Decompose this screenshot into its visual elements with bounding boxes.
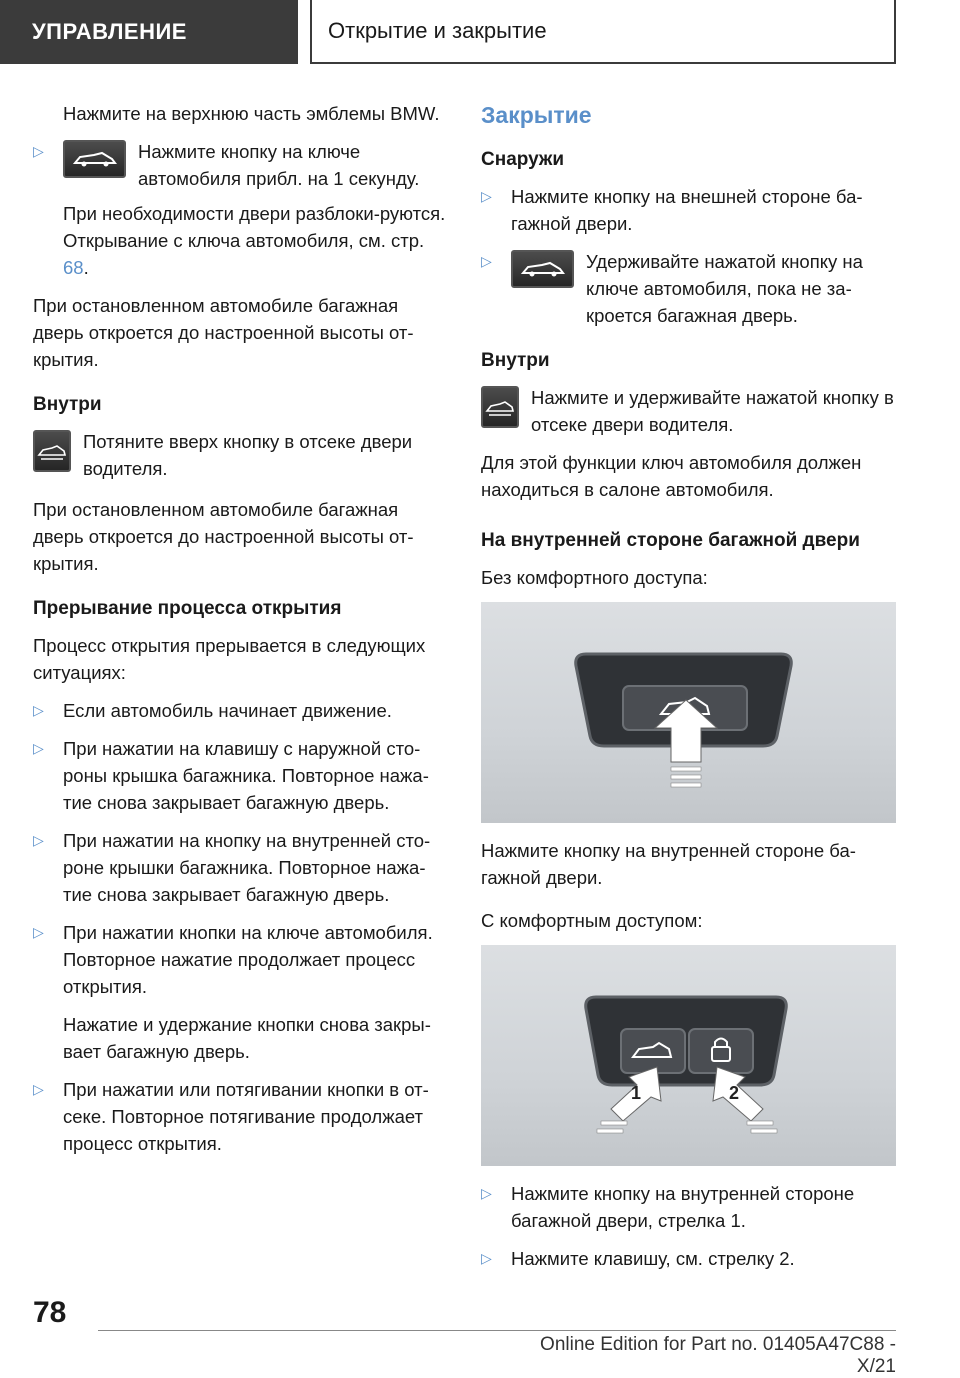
inside-text-right: Нажмите и удерживайте нажатой кнопку в отсеке двери водителя. (531, 387, 894, 435)
list-item (33, 919, 451, 1000)
bullet-triangle-icon: ▷ (481, 253, 492, 269)
inside-text: Потяните вверх кнопку в отсеке двери водителя. (83, 431, 413, 479)
bullet-triangle-icon: ▷ (481, 1185, 492, 1201)
list-item (33, 697, 451, 724)
list-item (33, 827, 451, 908)
page-link[interactable]: 68 (63, 257, 84, 278)
interrupt-title: Прерывание процесса открытия (33, 598, 342, 619)
key-note-text: При необходимости двери разблоки-руются. Открывание с ключа автомобиля, см. стр. (63, 203, 446, 251)
inside-title-right: Внутри (481, 350, 550, 371)
list-item-text: При нажатии или потягивании кнопки в от-секе. Повторное потягивание продолжает процесс открытия. (63, 1079, 429, 1154)
key-note (33, 200, 451, 281)
bullet-triangle-icon: ▷ (33, 1081, 44, 1097)
list-item-text: При нажатии на кнопку на внутренней сто-роне крышки багажника. Повторное нажа-тие снова закрывает багажную дверь. (63, 830, 431, 905)
no-comfort-label: Без комфортного доступа: (481, 567, 708, 588)
list-item-text: Удерживайте нажатой кнопку на ключе автомобиля, пока не за-кроется багажная дверь. (586, 251, 863, 326)
list-item (481, 183, 896, 237)
list-item-text: Нажмите кнопку на внешней стороне ба-гажной двери. (511, 186, 863, 234)
arrow-2-label: 2 (729, 1083, 740, 1103)
inside-title: Внутри (33, 394, 102, 415)
arrow-1-label: 1 (631, 1083, 642, 1103)
bullet-triangle-icon: ▷ (33, 740, 44, 756)
close-title: Закрытие (481, 102, 592, 128)
car-trunk-open-icon (511, 250, 574, 288)
inner-side-title: На внутренней стороне багажной двери (481, 530, 860, 551)
list-item-text: Нажмите кнопку на внутренней стороне багажной двери, стрелка 1. (511, 1183, 855, 1231)
edition-text: Online Edition for Part no. 01405A47C88 - X/21 (540, 1334, 896, 1377)
section-header: УПРАВЛЕНИЕ (0, 0, 298, 64)
list-item (481, 248, 896, 329)
key-note-end: . (83, 257, 89, 278)
page-number: 78 (33, 1296, 67, 1329)
bullet-triangle-icon: ▷ (33, 832, 44, 848)
trunk-button-photo (481, 602, 896, 823)
list-item (33, 1076, 451, 1157)
left-column (33, 100, 451, 1168)
para-opening-height-2: При остановленном автомобиле багажная дверь откроется до настроенной высоты от-крытия. (33, 499, 414, 574)
list-item-text: Если автомобиль начинает движение. (63, 700, 392, 721)
outside-title: Снаружи (481, 149, 565, 170)
para-opening-height: При остановленном автомобиле багажная дверь откроется до настроенной высоты от-крытия. (33, 295, 414, 370)
bullet-triangle-icon: ▷ (481, 1250, 492, 1266)
list-item (481, 1245, 896, 1272)
intro-line: Нажмите на верхнюю часть эмблемы BMW. (63, 103, 440, 124)
caption-1: Нажмите кнопку на внутренней стороне ба-гажной двери. (481, 840, 856, 888)
inside-note: Для этой функции ключ автомобиля должен находиться в салоне автомобиля. (481, 452, 862, 500)
inside-row-right (481, 384, 896, 438)
inside-row (33, 428, 451, 482)
car-trunk-button-icon (481, 386, 519, 428)
list-item-extra: Нажатие и удержание кнопки снова закры-вает багажную дверь. (63, 1014, 431, 1062)
topic-header: Открытие и закрытие (310, 0, 896, 64)
list-item-text: При нажатии кнопки на ключе автомобиля. Повторное нажатие продолжает процесс открытия. (63, 922, 433, 997)
bullet-triangle-icon: ▷ (33, 143, 44, 159)
list-item-text: Нажмите клавишу, см. стрелку 2. (511, 1248, 795, 1269)
bullet-triangle-icon: ▷ (33, 924, 44, 940)
bullet-key-text: Нажмите кнопку на ключе автомобиля прибл. на 1 секунду. (138, 141, 420, 189)
bullet-triangle-icon: ▷ (33, 702, 44, 718)
footer-divider (98, 1330, 896, 1331)
with-comfort-label: С комфортным доступом: (481, 910, 703, 931)
car-trunk-open-icon (63, 140, 126, 178)
list-item (481, 1180, 896, 1234)
interrupt-intro: Процесс открытия прерывается в следующих ситуациях: (33, 635, 426, 683)
list-item (33, 735, 451, 816)
trunk-buttons-comfort-photo (481, 945, 896, 1166)
car-trunk-button-icon (33, 430, 71, 472)
bullet-key (33, 138, 451, 192)
bullet-triangle-icon: ▷ (481, 188, 492, 204)
right-column (481, 100, 896, 1283)
list-item-text: При нажатии на клавишу с наружной сто-роны крышка багажника. Повторное нажа-тие снова закрывает багажную дверь. (63, 738, 429, 813)
